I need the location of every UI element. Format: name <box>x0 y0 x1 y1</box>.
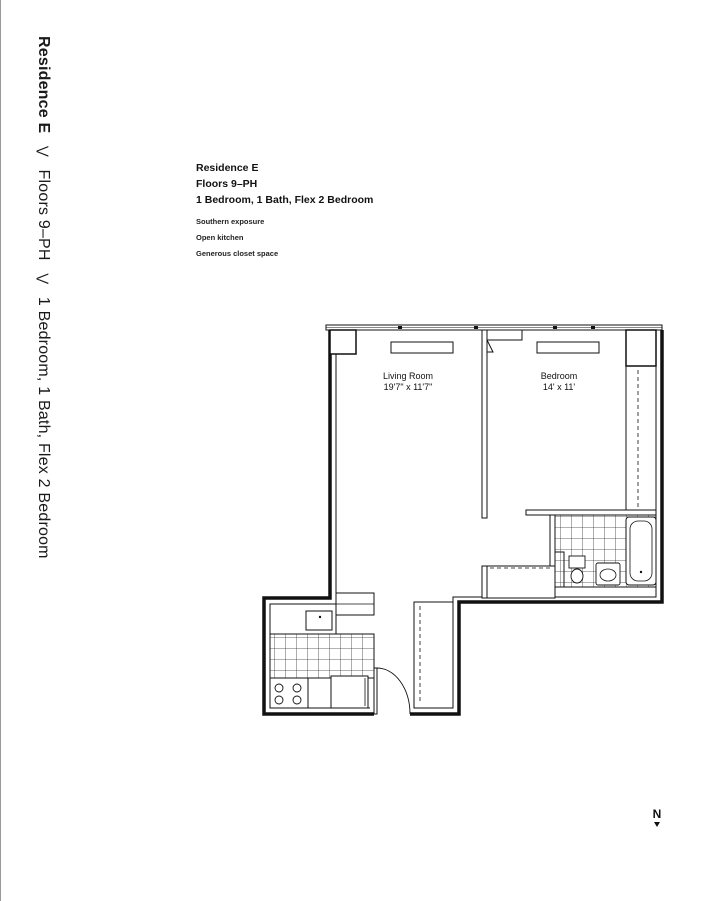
bedroom-label: Bedroom <box>540 371 578 381</box>
bathroom <box>555 515 656 587</box>
side-title-floors: Floors 9–PH <box>35 169 52 261</box>
feature-item: Southern exposure <box>196 217 265 226</box>
kitchen <box>270 593 374 708</box>
north-arrow-icon <box>654 822 660 827</box>
side-title-layout: 1 Bedroom, 1 Bath, Flex 2 Bedroom <box>35 296 52 559</box>
compass-label: N <box>652 807 662 821</box>
living-room-label: Living Room <box>382 371 434 381</box>
header-residence: Residence E <box>196 162 259 174</box>
window-sill <box>391 342 453 353</box>
side-title-residence: Residence E <box>35 36 52 134</box>
bedroom-closet <box>626 366 656 511</box>
window-strip <box>326 325 662 330</box>
entry-door <box>374 668 410 714</box>
header-floors: Floors 9–PH <box>196 178 258 190</box>
feature-item: Open kitchen <box>196 233 244 242</box>
window-sill <box>537 342 599 353</box>
living-room-dims: 19'7" x 11'7" <box>383 382 433 392</box>
feature-item: Generous closet space <box>196 249 279 258</box>
entry-closet <box>414 602 453 708</box>
partition-wall <box>482 330 522 598</box>
column <box>626 330 656 366</box>
hall-closet <box>487 566 555 598</box>
header-layout: 1 Bedroom, 1 Bath, Flex 2 Bedroom <box>196 194 374 206</box>
bedroom-dims: 14' x 11' <box>542 382 576 392</box>
chevron-icon: ⋁ <box>36 146 51 157</box>
column <box>330 330 356 354</box>
compass <box>650 808 664 827</box>
chevron-icon: ⋁ <box>36 273 51 285</box>
